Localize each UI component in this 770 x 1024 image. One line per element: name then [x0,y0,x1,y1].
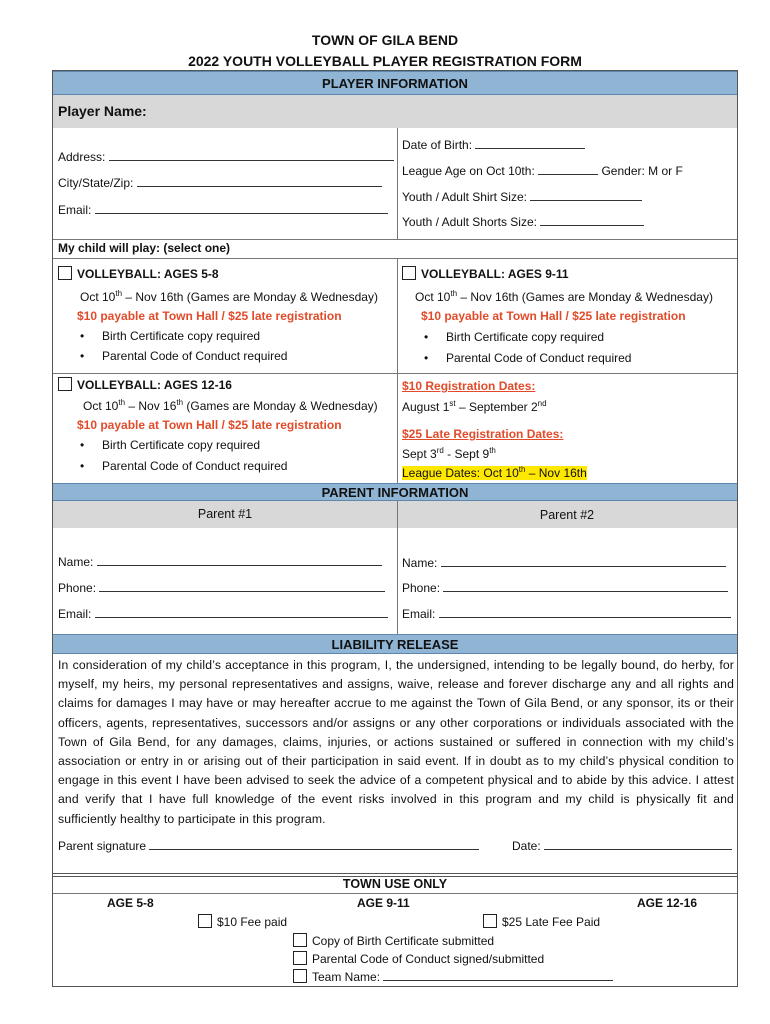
address-field[interactable] [58,149,394,164]
shorts-size-label: Youth / Adult Shorts Size: [402,215,537,229]
parent-2-email-field[interactable] [402,606,731,621]
fee-paid-item[interactable] [198,914,287,929]
name-label: Name: [402,556,438,570]
phone-label: Phone: [402,581,441,595]
conduct-item[interactable] [293,951,544,966]
checkbox-ages-12-16[interactable] [58,377,72,391]
checkbox-team-name[interactable] [293,969,307,983]
checkbox-late-fee[interactable] [483,914,497,928]
division-12-16[interactable] [58,377,232,392]
requirement-item: • Birth Certificate copy required [68,438,260,452]
shorts-size-field[interactable] [402,214,644,229]
team-name-label: Team Name: [312,970,381,984]
name-label: Name: [58,555,94,569]
checkbox-birth-cert[interactable] [293,933,307,947]
city-label: City/State/Zip: [58,176,134,190]
league-age-label: League Age on Oct 10th: [402,164,535,178]
late-fee-label: $25 Late Fee Paid [502,915,601,929]
email-label: Email: [402,607,436,621]
parent-2-phone-field[interactable] [402,580,728,595]
header-line-1: TOWN OF GILA BEND [311,32,459,48]
requirement-item: • Parental Code of Conduct required [412,351,631,365]
email-label: Email: [58,203,92,217]
email-label: Email: [58,607,92,621]
player-name-label: Player Name: [58,103,147,119]
late-registration-dates: Sept 3rd - Sept 9th [402,446,496,461]
gender-options[interactable]: Gender: M or F [601,164,683,178]
league-dates: League Dates: Oct 10th – Nov 16th [402,465,587,480]
late-registration-title: $25 Late Registration Dates: [402,427,564,441]
age-12-16-column: AGE 12-16 [637,896,698,910]
checkbox-fee-paid[interactable] [198,914,212,928]
requirement-item: • Birth Certificate copy required [412,330,604,344]
shirt-size-field[interactable] [402,189,642,204]
birth-cert-item[interactable] [293,933,494,948]
conduct-label: Parental Code of Conduct signed/submitted [312,952,545,966]
dob-field[interactable] [402,137,585,152]
division-fee: $10 payable at Town Hall / $25 late registration [421,309,686,323]
checkbox-ages-9-11[interactable] [402,266,416,280]
team-name-item[interactable] [293,969,613,984]
division-title: VOLLEYBALL: AGES 5-8 [77,267,219,281]
email-field[interactable] [58,202,388,217]
fee-paid-label: $10 Fee paid [217,915,288,929]
player-section-header: PLAYER INFORMATION [53,71,737,95]
division-dates: Oct 10th – Nov 16th (Games are Monday & Wednesday) [83,398,378,413]
liability-section-header: LIABILITY RELEASE [53,634,737,654]
division-dates: Oct 10th – Nov 16th (Games are Monday & Wednesday) [80,289,378,304]
late-fee-item[interactable] [483,914,600,929]
requirement-item: • Birth Certificate copy required [68,329,260,343]
town-use-title: TOWN USE ONLY [342,877,448,891]
division-fee: $10 payable at Town Hall / $25 late registration [77,418,342,432]
dob-label: Date of Birth: [402,138,473,152]
town-use-box [52,873,738,987]
division-title: VOLLEYBALL: AGES 12-16 [77,378,232,392]
parent-1-email-field[interactable] [58,606,388,621]
parent-2-heading: Parent #2 [539,508,595,522]
division-title: VOLLEYBALL: AGES 9-11 [421,267,569,281]
division-fee: $10 payable at Town Hall / $25 late registration [77,309,342,323]
liability-text: In consideration of my child’s acceptance in this program, I, the undersigned, intending to be legally bound, do herby, for myself, my heirs, my personal representatives and assigns, waive, release and forever discharge any and all rights and claims for damages I may have or may hereafter accrue to me against the Town of Gila Bend, or any sponsor, its or their officers, agents, representatives, successors and/or assigns or any other corporations or individuals associated with the Town of Gila Bend, for any damages, claims, injuries, or actions sustained or suffered in connection with my child’s association or entry in or arising out of their participation in said event. If in doubt as to my child’s physical condition to engage in this event I have been advised to seek the advice of a competent physical and to abide by this advice. I attest and verify that I have full knowledge of the event risks involved in this program and my child is physically fit and sufficiently healthy to participate in this program. [58,658,734,826]
date-label: Date: [512,839,541,853]
registration-form [52,70,738,877]
city-field[interactable] [58,175,382,190]
birth-cert-label: Copy of Birth Certificate submitted [312,934,495,948]
shirt-size-label: Youth / Adult Shirt Size: [402,190,527,204]
league-age-field[interactable] [402,163,683,178]
requirement-item: • Parental Code of Conduct required [68,349,287,363]
division-dates: Oct 10th – Nov 16th (Games are Monday & Wednesday) [415,289,713,304]
registration-dates-title: $10 Registration Dates: [402,379,536,393]
signature-label: Parent signature [58,839,147,853]
registration-dates: August 1st – September 2nd [402,399,547,414]
parent-signature-field[interactable] [58,838,479,853]
requirement-item: • Parental Code of Conduct required [68,459,287,473]
parent-1-name-field[interactable] [58,554,382,569]
phone-label: Phone: [58,581,97,595]
page-title: 2022 YOUTH VOLLEYBALL PLAYER REGISTRATION FORM [188,53,582,69]
parent-section-header: PARENT INFORMATION [53,483,737,501]
player-name-row[interactable] [53,95,737,128]
signature-date-field[interactable] [512,838,732,853]
parent-1-heading: Parent #1 [197,507,253,521]
parent-2-name-field[interactable] [402,555,726,570]
checkbox-ages-5-8[interactable] [58,266,72,280]
age-5-8-column: AGE 5-8 [107,896,154,910]
age-9-11-column: AGE 9-11 [357,896,410,910]
parent-1-phone-field[interactable] [58,580,385,595]
address-label: Address: [58,150,106,164]
checkbox-conduct[interactable] [293,951,307,965]
select-one-label: My child will play: (select one) [58,241,231,255]
division-5-8[interactable] [58,266,219,281]
division-9-11[interactable] [402,266,569,281]
